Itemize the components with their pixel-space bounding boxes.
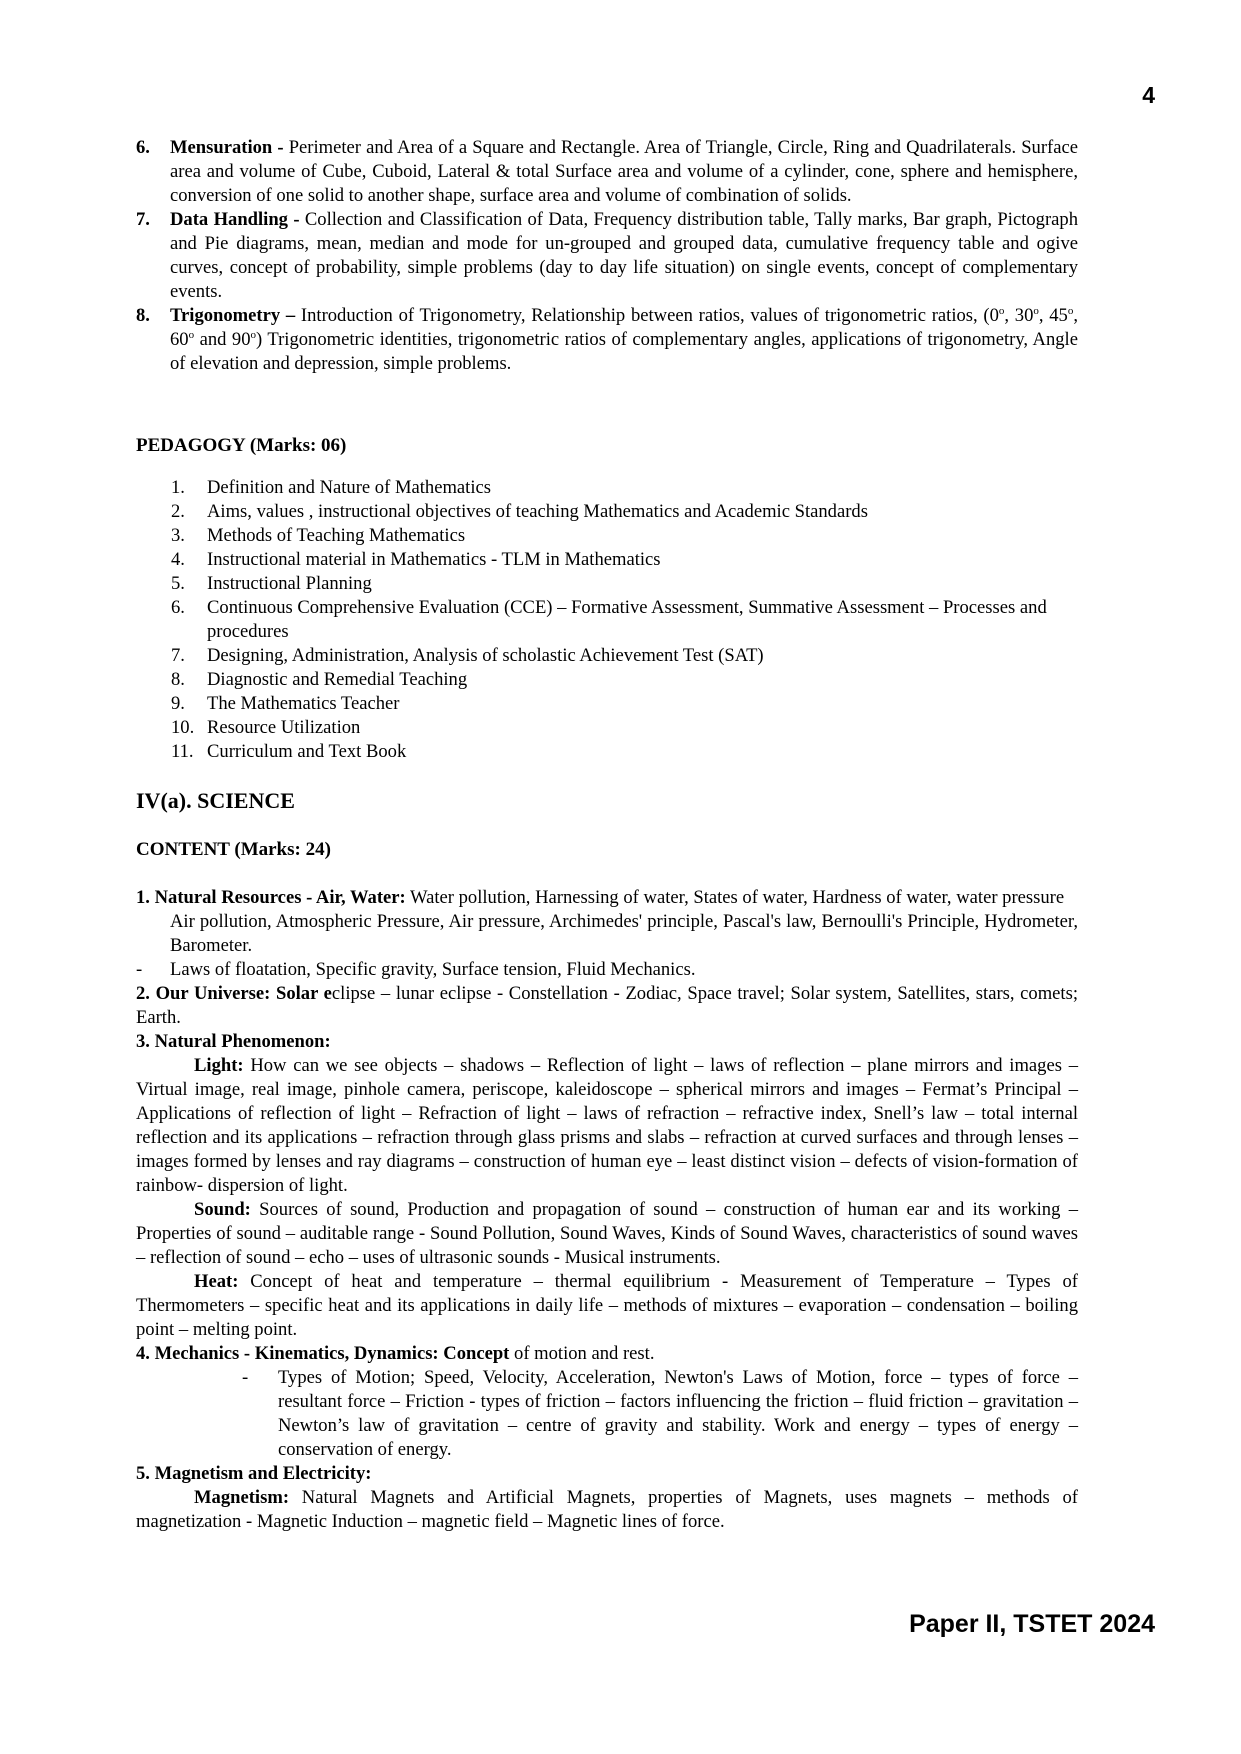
list-item xyxy=(171,716,1078,740)
item-text: Introduction of Trigonometry, Relationship between ratios, values of trigonometric ratios, (0 xyxy=(295,305,999,326)
degree-sup: o xyxy=(250,328,257,341)
degree-sup: o xyxy=(1033,304,1039,317)
section-title: 1. Natural Resources - Air, Water: xyxy=(136,887,406,908)
item-number: 2. xyxy=(171,501,185,522)
item-text: Instructional material in Mathematics - TLM in Mathematics xyxy=(207,549,661,570)
light-paragraph xyxy=(136,1054,1078,1198)
section-magnetism xyxy=(136,1462,1078,1486)
item-text: Methods of Teaching Mathematics xyxy=(207,525,466,546)
air-paragraph: Air pollution, Atmospheric Pressure, Air pressure, Archimedes' principle, Pascal's law, Bernoulli's Principle, Hydrometer, Barometer. xyxy=(170,911,1078,956)
item-text: The Mathematics Teacher xyxy=(207,693,400,714)
section-title: 4. Mechanics - Kinematics, Dynamics: Concept xyxy=(136,1343,510,1364)
section-text: of motion and rest. xyxy=(509,1343,655,1364)
item-text: Types of Motion; Speed, Velocity, Acceleration, Newton's Laws of Motion, force – types of force – resultant force – Friction - types of friction – factors influencing the friction – fluid friction – gravitation – Newton’s law of gravitation – centre of gravity and stability. Work and energy – types of energy – conservation of energy. xyxy=(278,1367,1078,1460)
item-title: Trigonometry – xyxy=(170,305,296,326)
section-mechanics xyxy=(136,1342,1078,1366)
item-text: Definition and Nature of Mathematics xyxy=(207,477,491,498)
degree-sup: o xyxy=(998,304,1005,317)
item-text: Resource Utilization xyxy=(207,717,361,738)
sound-paragraph xyxy=(136,1198,1078,1270)
item-title: Mensuration - xyxy=(170,137,284,158)
section-text: Water pollution, Harnessing of water, States of water, Hardness of water, water pressure xyxy=(405,887,1065,908)
section-natural-resources xyxy=(136,886,1078,910)
heat-paragraph xyxy=(136,1270,1078,1342)
item-text: Laws of floatation, Specific gravity, Surface tension, Fluid Mechanics. xyxy=(170,959,696,980)
list-item xyxy=(171,476,1078,500)
item-number: 10. xyxy=(171,717,195,738)
section-our-universe xyxy=(136,982,1078,1030)
item-text: Continuous Comprehensive Evaluation (CCE) – Formative Assessment, Summative Assessment – Processes and procedures xyxy=(207,597,1047,642)
magnetism-paragraph xyxy=(136,1486,1078,1534)
light-text: How can we see objects – shadows – Reflection of light – laws of reflection – plane mirrors and images – Virtual image, real image, pinhole camera, periscope, kaleidoscope – spherical mirrors and images – Fermat’s Principal – Applications of reflection of light – Refraction of light – laws of refraction – refractive index, Snell’s law – total internal reflection and its applications – refraction through glass prisms and slabs – refraction at curved surfaces and through lenses – images formed by lenses and ray diagrams – construction of human eye – least distinct vision – defects of vision-formation of rainbow- dispersion of light. xyxy=(136,1055,1078,1196)
item-text: ) Trigonometric identities, trigonometric ratios of complementary angles, applications of trigonometry, Angle of elevation and depression, simple problems. xyxy=(170,329,1078,374)
pedagogy-heading: PEDAGOGY (Marks: 06) xyxy=(136,435,347,456)
list-item xyxy=(171,572,1078,596)
list-item xyxy=(171,740,1078,764)
item-number: 1. xyxy=(171,477,185,498)
maths-item-mensuration xyxy=(136,136,1078,208)
footer-label: Paper II, TSTET 2024 xyxy=(909,1610,1155,1638)
motion-item xyxy=(136,1366,1078,1462)
sound-text: Sources of sound, Production and propagation of sound – construction of human ear and its working – Properties of sound – auditable range - Sound Pollution, Sound Waves, Kinds of Sound Waves, characteristics of sound waves – reflection of sound – echo – uses of ultrasonic sounds - Musical instruments. xyxy=(136,1199,1078,1268)
item-number: 8. xyxy=(171,669,185,690)
item-title: Data Handling - xyxy=(170,209,300,230)
degree-sup: o xyxy=(188,328,195,341)
maths-item-data-handling xyxy=(136,208,1078,304)
item-number: 6. xyxy=(136,137,150,158)
heat-text: Concept of heat and temperature – thermal equilibrium - Measurement of Temperature – Types of Thermometers – specific heat and its applications in daily life – methods of mixtures – evaporation – condensation – boiling point – melting point. xyxy=(136,1271,1078,1340)
item-number: 6. xyxy=(171,597,185,618)
item-text: , 45 xyxy=(1038,305,1068,326)
item-text: Perimeter and Area of a Square and Rectangle. Area of Triangle, Circle, Ring and Quadrilaterals. Surface area and volume of Cube, Cuboid, Lateral & total Surface area and volume of a cylinder, cone, sphere and hemisphere, conversion of one solid to another shape, surface area and volume of combination of solids. xyxy=(170,137,1078,206)
item-number: 7. xyxy=(136,209,150,230)
item-number: 9. xyxy=(171,693,185,714)
list-item xyxy=(171,692,1078,716)
list-item xyxy=(171,548,1078,572)
item-number: 8. xyxy=(136,305,150,326)
item-number: 11. xyxy=(171,741,194,762)
item-text: and 90 xyxy=(194,329,251,350)
item-number: 4. xyxy=(171,549,185,570)
section-natural-phenomenon xyxy=(136,1030,1078,1054)
section-title: 3. Natural Phenomenon: xyxy=(136,1031,331,1052)
list-item xyxy=(171,644,1078,668)
dash-bullet: - xyxy=(136,959,143,980)
dash-bullet: - xyxy=(242,1367,249,1388)
light-title: Light: xyxy=(194,1055,244,1076)
list-item xyxy=(171,500,1078,524)
list-item xyxy=(171,524,1078,548)
maths-item-trigonometry xyxy=(136,304,1078,376)
magnetism-title: Magnetism: xyxy=(194,1487,290,1508)
item-text: Instructional Planning xyxy=(207,573,372,594)
degree-sup: o xyxy=(1067,304,1074,317)
list-item xyxy=(171,668,1078,692)
item-text: Diagnostic and Remedial Teaching xyxy=(207,669,468,690)
content-heading: CONTENT (Marks: 24) xyxy=(136,839,331,860)
item-text: Collection and Classification of Data, Frequency distribution table, Tally marks, Bar graph, Pictograph and Pie diagrams, mean, median and mode for un-grouped and grouped data, cumulative frequency table and ogive curves, concept of probability, simple problems (day to day life situation) on single events, concept of complementary events. xyxy=(170,209,1078,302)
section-title: 5. Magnetism and Electricity: xyxy=(136,1463,372,1484)
list-item xyxy=(171,596,1078,644)
item-number: 7. xyxy=(171,645,185,666)
section-title: 2. Our Universe: Solar e xyxy=(136,983,332,1004)
item-number: 3. xyxy=(171,525,185,546)
page-number: 4 xyxy=(1142,82,1155,108)
item-number: 5. xyxy=(171,573,185,594)
item-text: , 30 xyxy=(1004,305,1034,326)
heat-title: Heat: xyxy=(194,1271,239,1292)
item-text: , 60 xyxy=(170,305,1079,350)
item-text: Aims, values , instructional objectives of teaching Mathematics and Academic Standards xyxy=(207,501,868,522)
pedagogy-list xyxy=(136,476,1078,764)
sound-title: Sound: xyxy=(194,1199,251,1220)
magnetism-text: Natural Magnets and Artificial Magnets, properties of Magnets, uses magnets – methods of magnetization - Magnetic Induction – magnetic field – Magnetic lines of force. xyxy=(136,1487,1078,1532)
science-heading: IV(a). SCIENCE xyxy=(136,788,295,813)
page-content xyxy=(136,136,1078,1534)
item-text: Designing, Administration, Analysis of scholastic Achievement Test (SAT) xyxy=(207,645,764,666)
section-text: clipse – lunar eclipse - Constellation - Zodiac, Space travel; Solar system, Satellites, stars, comets; Earth. xyxy=(136,983,1079,1028)
floatation-item xyxy=(136,958,1078,982)
item-text: Curriculum and Text Book xyxy=(207,741,407,762)
